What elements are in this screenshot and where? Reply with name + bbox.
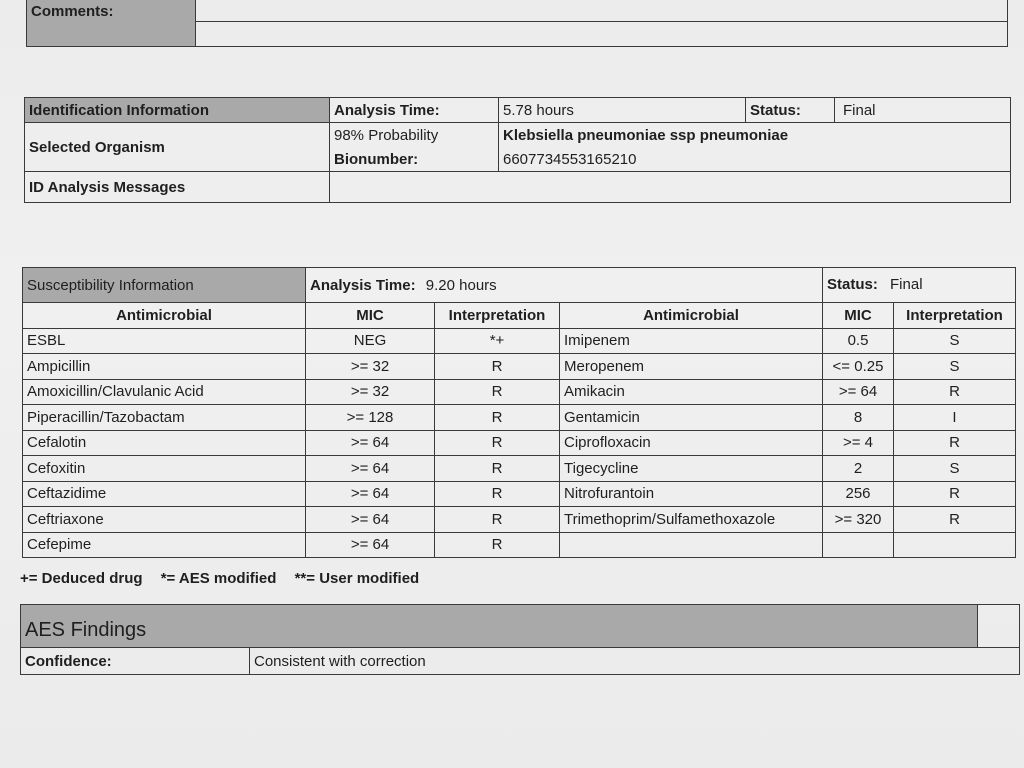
cell-interpretation-1: R — [435, 430, 560, 456]
cell-interpretation-1: R — [435, 354, 560, 380]
legend-deduced: += Deduced drug — [20, 570, 143, 587]
id-analysis-messages-value — [330, 172, 1011, 203]
cell-antimicrobial-2: Imipenem — [560, 328, 823, 354]
table-row — [23, 532, 1016, 558]
cell-mic-1: >= 64 — [306, 532, 435, 558]
aes-header-blank — [977, 605, 1019, 648]
cell-antimicrobial-2 — [560, 532, 823, 558]
comments-label: Comments: — [27, 0, 196, 47]
cell-interpretation-2: S — [894, 354, 1016, 380]
cell-interpretation-2: R — [894, 430, 1016, 456]
cell-mic-2: >= 4 — [823, 430, 894, 456]
cell-mic-1: >= 64 — [306, 456, 435, 482]
aes-table — [20, 604, 1020, 675]
cell-interpretation-1: R — [435, 456, 560, 482]
table-row — [23, 328, 1016, 354]
cell-antimicrobial-2: Meropenem — [560, 354, 823, 380]
selected-organism-label: Selected Organism — [25, 123, 330, 172]
identification-header: Identification Information — [25, 98, 330, 123]
comments-line-2 — [196, 22, 1008, 47]
aes-header: AES Findings — [21, 605, 978, 648]
table-row — [23, 430, 1016, 456]
col-antimicrobial-2: Antimicrobial — [560, 303, 823, 329]
legend — [20, 570, 433, 587]
cell-antimicrobial-2: Tigecycline — [560, 456, 823, 482]
cell-interpretation-2: S — [894, 456, 1016, 482]
cell-mic-1: >= 32 — [306, 379, 435, 405]
sus-status-label: Status: — [827, 276, 878, 293]
cell-antimicrobial-1: Cefalotin — [23, 430, 306, 456]
cell-mic-2: 256 — [823, 481, 894, 507]
cell-mic-2: 8 — [823, 405, 894, 431]
legend-user-modified: **= User modified — [294, 570, 420, 587]
col-interpretation-1: Interpretation — [435, 303, 560, 329]
bionumber-label: Bionumber: — [330, 147, 499, 172]
table-row — [23, 379, 1016, 405]
cell-mic-2: 2 — [823, 456, 894, 482]
cell-interpretation-1: R — [435, 379, 560, 405]
sus-analysis-time-label: Analysis Time: — [310, 276, 416, 294]
col-mic-2: MIC — [823, 303, 894, 329]
id-analysis-time-label: Analysis Time: — [330, 98, 499, 123]
cell-mic-1: >= 32 — [306, 354, 435, 380]
cell-mic-2 — [823, 532, 894, 558]
id-analysis-time-value: 5.78 hours — [499, 98, 746, 123]
probability-text: 98% Probability — [330, 123, 499, 148]
cell-mic-1: NEG — [306, 328, 435, 354]
legend-aes-modified: *= AES modified — [160, 570, 277, 587]
table-row — [23, 405, 1016, 431]
cell-mic-1: >= 64 — [306, 481, 435, 507]
cell-interpretation-2: I — [894, 405, 1016, 431]
cell-mic-2: >= 64 — [823, 379, 894, 405]
cell-antimicrobial-1: Ceftazidime — [23, 481, 306, 507]
cell-antimicrobial-1: Piperacillin/Tazobactam — [23, 405, 306, 431]
cell-interpretation-2 — [894, 532, 1016, 558]
cell-antimicrobial-2: Gentamicin — [560, 405, 823, 431]
sus-analysis-time-value: 9.20 hours — [425, 276, 497, 294]
susceptibility-table — [22, 267, 1016, 558]
cell-antimicrobial-1: Ceftriaxone — [23, 507, 306, 533]
cell-interpretation-2: R — [894, 481, 1016, 507]
cell-mic-2: 0.5 — [823, 328, 894, 354]
cell-interpretation-2: R — [894, 379, 1016, 405]
bionumber-value: 6607734553165210 — [499, 147, 1011, 172]
cell-interpretation-1: R — [435, 405, 560, 431]
comments-table — [26, 0, 1008, 47]
cell-antimicrobial-2: Trimethoprim/Sulfamethoxazole — [560, 507, 823, 533]
cell-interpretation-1: R — [435, 481, 560, 507]
cell-interpretation-1: R — [435, 507, 560, 533]
table-row — [23, 354, 1016, 380]
cell-antimicrobial-2: Ciprofloxacin — [560, 430, 823, 456]
cell-antimicrobial-1: Cefepime — [23, 532, 306, 558]
table-row — [23, 507, 1016, 533]
cell-antimicrobial-1: Amoxicillin/Clavulanic Acid — [23, 379, 306, 405]
col-interpretation-2: Interpretation — [894, 303, 1016, 329]
confidence-label: Confidence: — [21, 648, 250, 675]
organism-name: Klebsiella pneumoniae ssp pneumoniae — [499, 123, 1011, 148]
cell-antimicrobial-1: Ampicillin — [23, 354, 306, 380]
cell-antimicrobial-1: Cefoxitin — [23, 456, 306, 482]
cell-mic-2: >= 320 — [823, 507, 894, 533]
cell-antimicrobial-2: Amikacin — [560, 379, 823, 405]
cell-antimicrobial-1: ESBL — [23, 328, 306, 354]
cell-mic-1: >= 128 — [306, 405, 435, 431]
id-analysis-messages-label: ID Analysis Messages — [25, 172, 330, 203]
table-row — [23, 481, 1016, 507]
sus-status-value: Final — [890, 276, 923, 293]
cell-interpretation-1: *+ — [435, 328, 560, 354]
comments-line-1 — [196, 0, 1008, 22]
susceptibility-header: Susceptibility Information — [23, 268, 306, 303]
cell-mic-2: <= 0.25 — [823, 354, 894, 380]
cell-mic-1: >= 64 — [306, 430, 435, 456]
cell-interpretation-1: R — [435, 532, 560, 558]
id-status-label: Status: — [746, 98, 835, 123]
table-row — [23, 456, 1016, 482]
cell-interpretation-2: S — [894, 328, 1016, 354]
cell-antimicrobial-2: Nitrofurantoin — [560, 481, 823, 507]
confidence-value: Consistent with correction — [250, 648, 1020, 675]
cell-mic-1: >= 64 — [306, 507, 435, 533]
identification-table — [24, 97, 1011, 203]
col-mic-1: MIC — [306, 303, 435, 329]
col-antimicrobial-1: Antimicrobial — [23, 303, 306, 329]
id-status-value: Final — [835, 98, 1011, 123]
cell-interpretation-2: R — [894, 507, 1016, 533]
